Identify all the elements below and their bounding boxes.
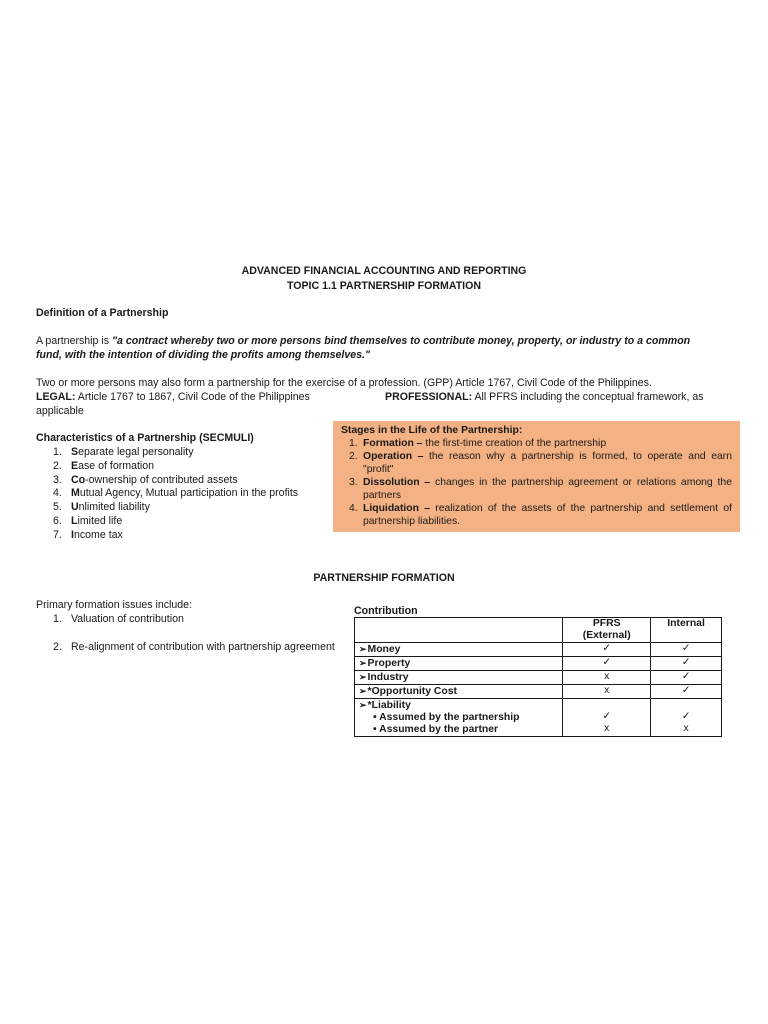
item-number: 5.	[53, 501, 62, 514]
professional-line	[385, 391, 704, 403]
item-number: 3.	[349, 477, 358, 488]
characteristics-heading: Characteristics of a Partnership (SECMULI)	[36, 432, 254, 444]
stages-heading: Stages in the Life of the Partnership:	[341, 425, 523, 436]
document-title: ADVANCED FINANCIAL ACCOUNTING AND REPORTING	[241, 265, 527, 277]
definition-quote-line2: fund, with the intention of dividing the profits among themselves."	[36, 349, 371, 361]
internal-sub-mark: ✓	[681, 711, 691, 722]
contribution-item	[355, 671, 563, 685]
stage-term: Liquidation –	[363, 503, 431, 514]
professional-text: All PFRS including the conceptual framework, as	[472, 391, 704, 403]
definition-heading: Definition of a Partnership	[36, 307, 169, 319]
item-number: 4.	[349, 503, 358, 514]
item-number: 1.	[53, 446, 62, 458]
header-internal: Internal	[651, 618, 722, 643]
internal-mark: ✓	[651, 657, 722, 671]
characteristic-item	[36, 446, 298, 460]
stage-term: Dissolution –	[363, 477, 431, 488]
issue-item	[36, 613, 335, 627]
item-initial: U	[71, 501, 79, 514]
bullet-icon: •	[373, 724, 380, 735]
item-text: -ownership of contributed assets	[85, 473, 238, 486]
stages-box	[333, 421, 740, 532]
item-number: 3.	[53, 473, 62, 486]
stage-item	[341, 476, 732, 502]
legal-label: LEGAL:	[36, 391, 76, 403]
liability-row	[355, 699, 722, 737]
item-number: 2.	[349, 451, 358, 462]
applicable-text: applicable	[36, 405, 84, 417]
contribution-label: Money	[367, 644, 401, 655]
spacer	[655, 699, 717, 711]
characteristic-item	[36, 487, 298, 501]
internal-sub-mark: x	[683, 723, 689, 734]
item-initial: I	[71, 528, 74, 541]
arrow-icon: ➢	[359, 658, 367, 668]
arrow-icon: ➢	[359, 700, 367, 710]
characteristic-item	[36, 529, 298, 543]
pfrs-sub-mark: ✓	[602, 711, 612, 722]
liability-sub-label: Assumed by the partner	[379, 724, 499, 735]
pfrs-mark: x	[563, 685, 651, 699]
spacer	[567, 699, 646, 711]
arrow-icon: ➢	[359, 686, 367, 696]
item-text: ncome tax	[73, 528, 123, 541]
contribution-label: Industry	[367, 672, 409, 683]
issues-label: Primary formation issues include:	[36, 599, 193, 611]
arrow-icon: ➢	[359, 672, 367, 682]
item-initial: S	[71, 446, 79, 458]
stage-item	[341, 502, 732, 528]
liability-heading	[359, 699, 558, 712]
liability-sub-label: Assumed by the partnership	[379, 712, 520, 723]
issue-item	[36, 641, 335, 655]
liability-sub-item	[359, 724, 558, 736]
internal-mark	[651, 699, 722, 737]
legal-text: Article 1767 to 1867, Civil Code of the Philippines	[75, 391, 310, 403]
legal-line	[36, 391, 310, 403]
definition-quote-line1: "a contract whereby two or more persons bind themselves to contribute money, property, or industry to a common	[111, 335, 691, 347]
definition-text-line1	[36, 335, 690, 347]
pfrs-sub-mark: x	[604, 723, 610, 734]
item-initial: E	[71, 459, 79, 472]
internal-mark: ✓	[651, 685, 722, 699]
item-initial: L	[71, 514, 78, 527]
item-number: 2.	[53, 459, 62, 472]
item-initial: Co	[71, 473, 86, 486]
header-blank	[355, 618, 563, 643]
liability-sub-item	[359, 712, 558, 724]
issues-list	[36, 613, 335, 655]
item-text: utual Agency, Mutual participation in the profits	[79, 487, 299, 500]
professional-label: PROFESSIONAL:	[385, 391, 473, 403]
contribution-item	[355, 685, 563, 699]
contribution-item	[355, 643, 563, 657]
stage-text: the first-time creation of the partnership	[422, 438, 607, 449]
pfrs-mark: x	[563, 671, 651, 685]
issue-text: Re-alignment of contribution with partnership agreement	[71, 640, 335, 653]
topic-title: TOPIC 1.1 PARTNERSHIP FORMATION	[286, 280, 482, 292]
contribution-label: Property	[367, 658, 411, 669]
stage-text: realization of the assets of the partnership and settlement of partnership liabilities.	[363, 503, 732, 527]
contribution-row	[355, 643, 722, 657]
formation-heading: PARTNERSHIP FORMATION	[313, 572, 455, 584]
pfrs-mark: ✓	[563, 657, 651, 671]
contribution-table	[354, 617, 722, 737]
contribution-heading: Contribution	[354, 605, 418, 617]
item-number: 1.	[349, 438, 358, 449]
profession-line: Two or more persons may also form a partnership for the exercise of a profession. (GPP) Article 1767, Civil Code of the Philippines.	[36, 377, 652, 389]
item-text: eparate legal personality	[78, 446, 194, 458]
item-number: 2.	[53, 640, 62, 653]
stage-item	[341, 437, 732, 450]
pfrs-mark	[563, 699, 651, 737]
liability-label: *Liability	[367, 700, 411, 711]
issue-text: Valuation of contribution	[71, 613, 184, 625]
contribution-row	[355, 671, 722, 685]
header-pfrs: PFRS (External)	[563, 618, 651, 643]
pfrs-mark: ✓	[563, 643, 651, 657]
characteristic-item	[36, 460, 298, 474]
stage-term: Operation –	[363, 451, 424, 462]
stage-term: Formation –	[363, 438, 423, 449]
contribution-header-row	[355, 618, 722, 643]
contribution-item	[355, 657, 563, 671]
item-text: imited life	[77, 514, 123, 527]
contribution-label: *Opportunity Cost	[367, 686, 458, 697]
bullet-icon: •	[373, 712, 380, 723]
item-initial: M	[71, 487, 80, 500]
item-text: ase of formation	[78, 459, 155, 472]
contribution-row	[355, 657, 722, 671]
characteristic-item	[36, 501, 298, 515]
characteristic-item	[36, 515, 298, 529]
stages-list	[341, 437, 732, 528]
internal-mark: ✓	[651, 643, 722, 657]
characteristics-list	[36, 446, 298, 543]
arrow-icon: ➢	[359, 644, 367, 654]
item-number: 4.	[53, 487, 62, 500]
item-number: 6.	[53, 514, 62, 527]
definition-intro: A partnership is	[36, 335, 112, 347]
stage-text: the reason why a partnership is formed, to operate and earn "profit"	[363, 451, 732, 475]
stage-text: changes in the partnership agreement or relations among the partners	[363, 477, 732, 501]
contribution-row	[355, 685, 722, 699]
item-number: 1.	[53, 613, 62, 625]
item-number: 7.	[53, 528, 62, 541]
liability-item	[355, 699, 563, 737]
internal-mark: ✓	[651, 671, 722, 685]
characteristic-item	[36, 474, 298, 488]
item-text: nlimited liability	[78, 501, 150, 514]
stage-item	[341, 450, 732, 476]
